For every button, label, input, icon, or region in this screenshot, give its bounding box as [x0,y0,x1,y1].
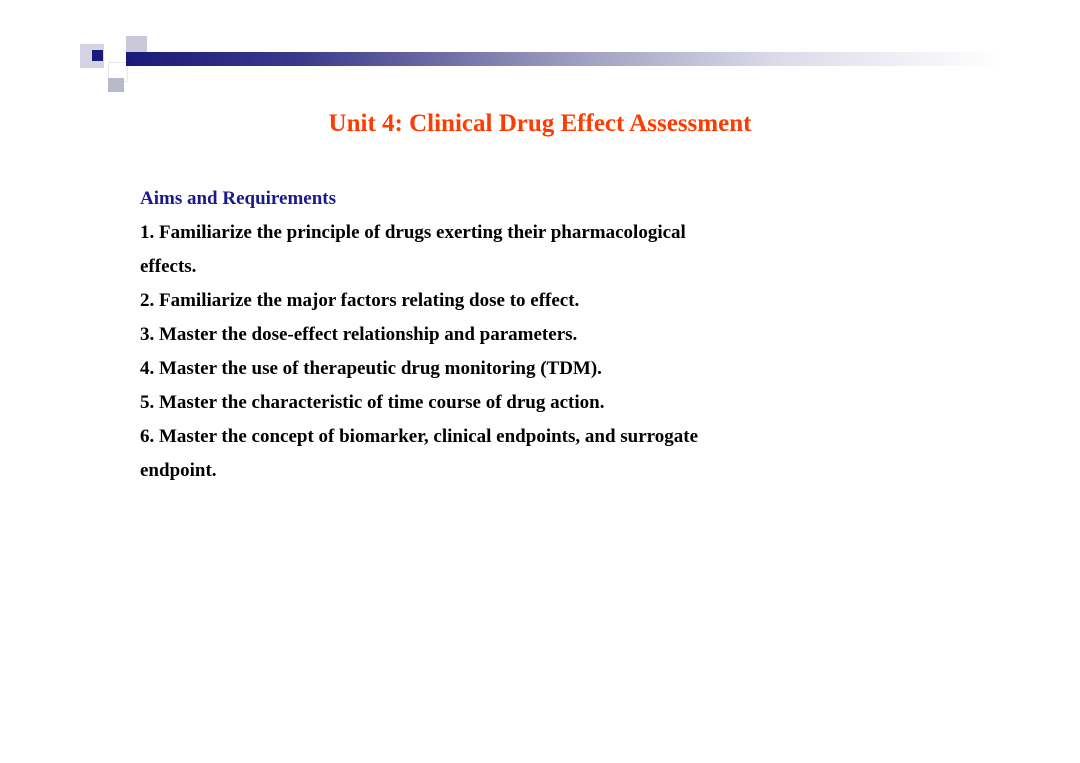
list-item-line: 6. Master the concept of biomarker, clinical endpoints, and surrogate [140,426,699,447]
slide-title: Unit 4: Clinical Drug Effect Assessment [328,110,752,137]
list-item-3 [140,318,940,352]
list-item-2 [140,284,940,318]
slide-content [140,182,940,488]
list-item-line: effects. [140,256,197,277]
list-item-line: 3. Master the dose-effect relationship and parameters. [140,324,578,345]
list-item-line: 2. Familiarize the major factors relating dose to effect. [140,290,580,311]
list-item-5 [140,386,940,420]
list-item-line: 4. Master the use of therapeutic drug monitoring (TDM). [140,358,602,379]
list-item-line: 5. Master the characteristic of time course of drug action. [140,392,605,413]
list-item-4 [140,352,940,386]
section-heading: Aims and Requirements [140,188,336,209]
list-item-1 [140,216,940,284]
list-item-6 [140,420,940,488]
header-decoration-square [92,50,103,61]
list-item-line: 1. Familiarize the principle of drugs exerting their pharmacological [140,222,686,243]
list-item-line: endpoint. [140,460,217,481]
header-decoration-square [108,78,124,92]
header-gradient-bar [126,52,1001,66]
